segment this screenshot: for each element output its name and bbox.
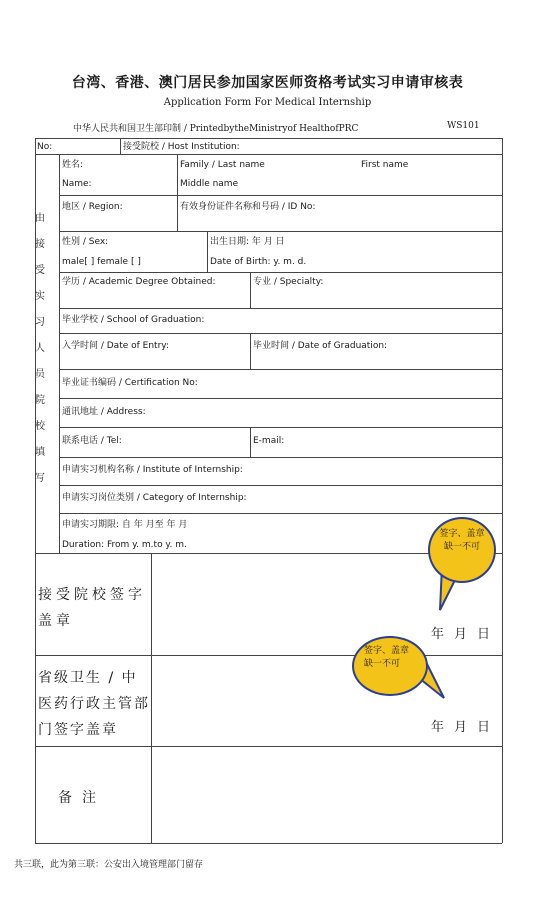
row-divider <box>35 655 502 656</box>
form-title: 台湾、香港、澳门居民参加国家医师资格考试实习申请审核表 <box>71 75 464 91</box>
remarks-label: 备注 <box>58 790 106 806</box>
host-sign-date: 年月日 <box>431 627 501 642</box>
form-subtitle: Application Form For Medical Internship <box>163 97 372 108</box>
row-divider <box>59 457 502 458</box>
provincial-sign-date: 年月日 <box>431 720 501 735</box>
side-label-filled-by-host: 由接受实习人员院校填写 <box>35 213 45 484</box>
col-divider <box>502 138 503 843</box>
footer-note: 共三联，此为第三联：公安出入境管理部门留存 <box>14 860 204 870</box>
row-divider <box>59 308 502 309</box>
specialty-label: 专业 / Specialty: <box>253 277 324 287</box>
school-label: 毕业学校 / School of Graduation: <box>62 315 205 325</box>
sex-label: 性别 / Sex: <box>62 237 109 247</box>
sex-options: male[ ] female [ ] <box>62 257 141 267</box>
row-divider <box>59 485 502 486</box>
row-divider <box>59 195 502 196</box>
no-label: No: <box>37 142 53 152</box>
row-divider <box>35 843 502 844</box>
region-label: 地区 / Region: <box>62 202 123 212</box>
row-divider <box>59 513 502 514</box>
middle-name-label: Middle name <box>180 179 239 189</box>
category-label: 申请实习岗位类别 / Category of Internship: <box>62 493 247 503</box>
form-code: WS101 <box>447 121 480 131</box>
tel-label: 联系电话 / Tel: <box>62 436 122 446</box>
cert-no-label: 毕业证书编码 / Certification No: <box>62 378 198 388</box>
host-signature-label: 接受院校签字盖章 <box>38 587 146 629</box>
row-divider <box>35 746 502 747</box>
address-label: 通讯地址 / Address: <box>62 407 146 417</box>
row-divider <box>59 398 502 399</box>
host-institution-label: 接受院校 / Host Institution: <box>123 142 240 152</box>
row-divider <box>35 154 502 155</box>
callout-bubble-2: 签字、盖章缺一不可 <box>352 636 428 696</box>
row-divider <box>59 427 502 428</box>
provincial-signature-label: 省级卫生 / 中医药行政主管部门签字盖章 <box>38 670 150 738</box>
row-divider <box>35 138 502 139</box>
col-divider <box>120 138 121 154</box>
col-divider <box>151 553 152 843</box>
row-divider <box>59 369 502 370</box>
row-divider <box>59 272 502 273</box>
duration-cn-label: 申请实习期限: 自 年 月至 年 月 <box>62 520 188 530</box>
dob-en-label: Date of Birth: y. m. d. <box>210 257 307 267</box>
institute-label: 申请实习机构名称 / Institute of Internship: <box>62 465 243 475</box>
row-divider <box>59 231 502 232</box>
col-divider <box>250 427 251 457</box>
callout-bubble-1: 签字、盖章缺一不可 <box>428 517 496 583</box>
email-label: E-mail: <box>253 436 285 446</box>
degree-label: 学历 / Academic Degree Obtained: <box>62 277 216 287</box>
col-divider <box>59 154 60 553</box>
entry-date-label: 入学时间 / Date of Entry: <box>62 341 169 351</box>
dob-cn-label: 出生日期: 年 月 日 <box>210 237 285 247</box>
printed-by: 中华人民共和国卫生部印制 / PrintedbytheMinistryof HealthofPRC <box>73 124 359 134</box>
name-cn-label: 姓名: <box>62 160 84 170</box>
first-name-label: First name <box>361 160 409 170</box>
col-divider <box>207 231 208 272</box>
col-divider <box>250 272 251 308</box>
id-no-label: 有效身份证件名称和号码 / ID No: <box>180 202 316 212</box>
family-name-label: Family / Last name <box>180 160 265 170</box>
col-divider <box>250 333 251 369</box>
row-divider <box>59 333 502 334</box>
duration-en-label: Duration: From y. m.to y. m. <box>62 540 187 550</box>
name-en-label: Name: <box>62 179 92 189</box>
col-divider <box>177 154 178 231</box>
grad-date-label: 毕业时间 / Date of Graduation: <box>253 341 388 351</box>
